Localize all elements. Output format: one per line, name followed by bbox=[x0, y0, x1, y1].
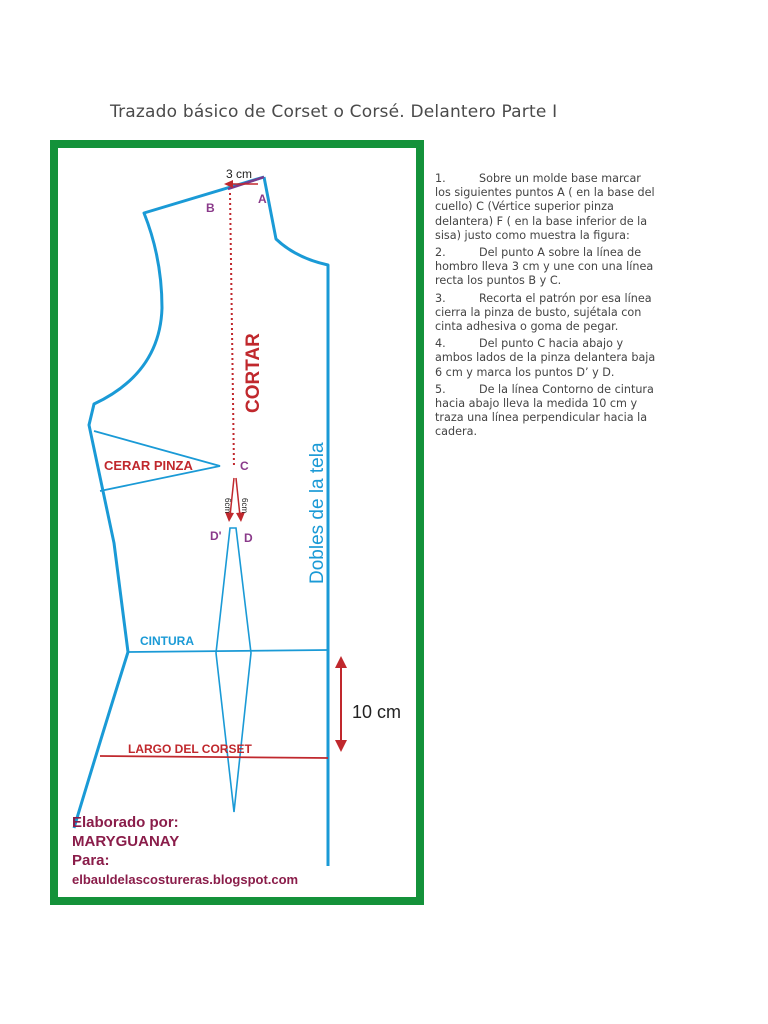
corset-length-line bbox=[100, 756, 328, 758]
step-text: Sobre un molde base marcar los siguientes puntos A ( en la base del cuello) C (Vértice superior pinza delantera) F ( en la base inferior de la sisa) justo como muestra la figura: bbox=[435, 172, 655, 242]
label-dobles: Dobles de la tela bbox=[307, 442, 328, 584]
label-point-b: B bbox=[206, 201, 215, 215]
instruction-step bbox=[435, 292, 660, 335]
step-text: Recorta el patrón por esa línea cierra la pinza de busto, sujétala con cinta adhesiva o goma de pegar. bbox=[435, 291, 652, 334]
label-6cm-left: 6cm bbox=[223, 498, 232, 514]
step-text: Del punto C hacia abajo y ambos lados de la pinza delantera baja 6 cm y marca los puntos D’ y D. bbox=[435, 337, 656, 379]
ten-cm-arrowhead-top bbox=[335, 656, 347, 668]
credit-line-2: MARYGUANAY bbox=[72, 833, 180, 850]
credit-line-1: Elaborado por: bbox=[72, 814, 179, 831]
label-cerrar-pinza: CERAR PINZA bbox=[104, 458, 193, 473]
waist-line bbox=[128, 650, 328, 652]
instruction-step bbox=[435, 337, 660, 380]
label-6cm-right: 6cm bbox=[240, 498, 249, 514]
label-10cm: 10 cm bbox=[352, 702, 402, 722]
label-point-a: A bbox=[258, 192, 267, 206]
step-number: 5. bbox=[435, 382, 446, 396]
waist-dart bbox=[216, 528, 251, 812]
instruction-step bbox=[435, 172, 660, 243]
arrow-6cm-right bbox=[236, 478, 240, 516]
instructions-list bbox=[435, 172, 660, 443]
instruction-step bbox=[435, 246, 660, 289]
arrowhead-6cm-left bbox=[225, 512, 234, 522]
page-title: Trazado básico de Corset o Corsé. Delantero Parte I bbox=[110, 102, 558, 122]
label-point-c: C bbox=[240, 459, 249, 473]
credit-line-4: elbauldelascostureras.blogspot.com bbox=[72, 872, 299, 887]
label-largo-corset: LARGO DEL CORSET bbox=[128, 742, 252, 756]
instruction-step bbox=[435, 383, 660, 440]
label-cintura: CINTURA bbox=[140, 634, 194, 648]
label-point-d: D bbox=[244, 531, 253, 545]
arrowhead-6cm-right bbox=[236, 512, 245, 522]
step-number: 4. bbox=[435, 337, 446, 351]
label-3cm: 3 cm bbox=[226, 167, 253, 181]
label-point-d-prime: D' bbox=[210, 529, 222, 543]
step-number: 2. bbox=[435, 246, 446, 260]
step-text: De la línea Contorno de cintura hacia abajo lleva la medida 10 cm y traza una línea perpendicular hacia la cadera. bbox=[435, 382, 654, 439]
ten-cm-arrowhead-bottom bbox=[335, 740, 347, 752]
label-cortar: CORTAR bbox=[243, 333, 264, 413]
pattern-outline bbox=[74, 177, 328, 866]
step-text: Del punto A sobre la línea de hombro lleva 3 cm y une con una línea recta los puntos B y C. bbox=[435, 246, 654, 288]
credit-line-3: Para: bbox=[72, 852, 110, 869]
step-number: 1. bbox=[435, 172, 446, 185]
cut-line bbox=[230, 193, 234, 468]
pattern-figure bbox=[50, 140, 424, 905]
step-number: 3. bbox=[435, 291, 446, 305]
pattern-drawing bbox=[58, 148, 416, 897]
